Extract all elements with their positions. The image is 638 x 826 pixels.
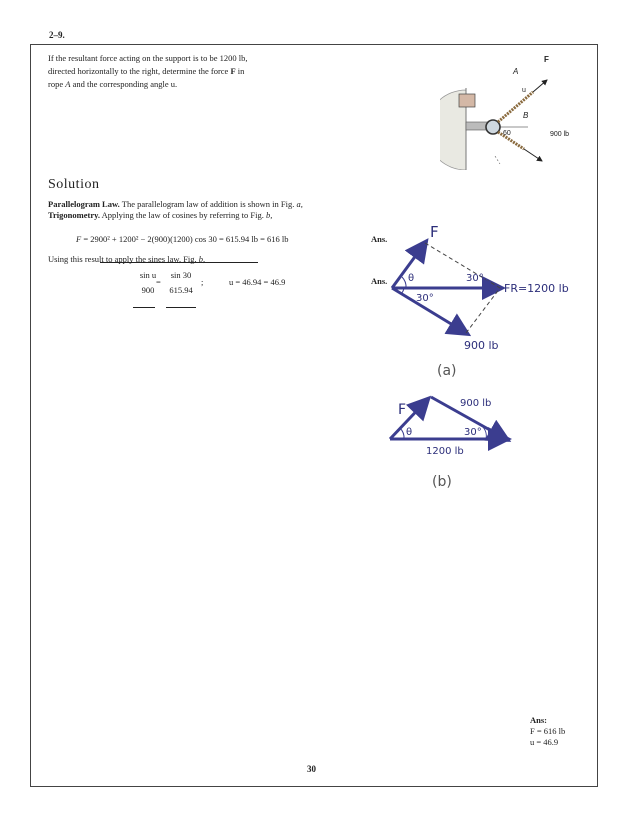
- label-30-lower: 30°: [416, 293, 434, 304]
- figure-a: [380, 215, 600, 385]
- equation-angle-result: u = 46.94 = 46.9: [229, 277, 286, 287]
- label-f: F: [430, 223, 439, 241]
- answer-label-1: Ans.: [371, 234, 388, 244]
- final-answer-u: u = 46.9: [530, 737, 559, 747]
- fraction-1: sin u 900: [139, 270, 157, 295]
- equation-law-of-cosines: F = 2900² + 1200² − 2(900)(1200) cos 30 = 615.94 lb = 616 lb: [76, 234, 289, 244]
- dash-top: [425, 243, 500, 288]
- statement-line-3: rope A and the corresponding angle u.: [48, 79, 178, 89]
- answer-label-2: Ans.: [371, 276, 388, 286]
- fig-label-u: u: [522, 87, 526, 94]
- figure-b: [380, 388, 540, 498]
- label-1200-b: 1200 lb: [426, 446, 464, 457]
- fraction-underline-1: [133, 307, 155, 308]
- caption-a: (a): [437, 363, 457, 379]
- caption-b: (b): [432, 474, 452, 490]
- force-900-arrow: [524, 149, 542, 161]
- final-answer-box: [530, 715, 565, 748]
- support-block: [459, 94, 475, 107]
- label-fr: FR=1200 lb: [504, 282, 569, 295]
- rope-b: [498, 132, 524, 149]
- arc-theta: [402, 277, 406, 288]
- label-30-b: 30°: [464, 427, 482, 438]
- problem-figure: [440, 50, 590, 170]
- label-30-upper: 30°: [466, 273, 484, 284]
- sines-law-intro: Using this result to apply the sines law, Fig. b,: [48, 254, 206, 264]
- label-900: 900 lb: [464, 339, 499, 352]
- problem-number: 2–9.: [49, 30, 65, 40]
- final-answer-title: Ans:: [530, 715, 548, 725]
- intro-underline: [100, 262, 258, 263]
- dim-line: [495, 156, 500, 164]
- statement-line-2: directed horizontally to the right, determine the force F in: [48, 66, 245, 76]
- solution-heading: Solution: [48, 177, 100, 192]
- support-ring: [486, 120, 500, 134]
- semicolon: ;: [201, 277, 204, 287]
- label-theta: θ: [408, 273, 415, 284]
- statement-line-1: If the resultant force acting on the support is to be 1200 lb,: [48, 53, 248, 63]
- support-bracket: [466, 122, 488, 130]
- label-f-b: F: [398, 402, 407, 418]
- final-answer-f: F = 616 lb: [530, 726, 566, 736]
- fraction-2: sin 30 615.94: [169, 270, 193, 295]
- problem-statement: [48, 52, 298, 91]
- fig-label-900: 900 lb: [550, 131, 570, 138]
- fraction-underline-2: [166, 307, 196, 308]
- label-theta-b: θ: [406, 427, 413, 438]
- equals-sign: =: [156, 277, 161, 287]
- fig-label-a: A: [513, 67, 519, 76]
- fig-label-b: B: [523, 111, 529, 120]
- page-number: 30: [307, 764, 316, 774]
- fig-label-60: 60: [503, 130, 511, 137]
- dash-bottom: [466, 288, 500, 333]
- solution-line-1: Parallelogram Law. The parallelogram law of addition is shown in Fig. a,: [48, 199, 303, 209]
- force-f-arrow: [533, 80, 547, 92]
- label-900-b: 900 lb: [460, 398, 492, 409]
- solution-line-2: Trigonometry. Applying the law of cosines by referring to Fig. b,: [48, 210, 273, 220]
- fig-label-f: F: [544, 55, 549, 64]
